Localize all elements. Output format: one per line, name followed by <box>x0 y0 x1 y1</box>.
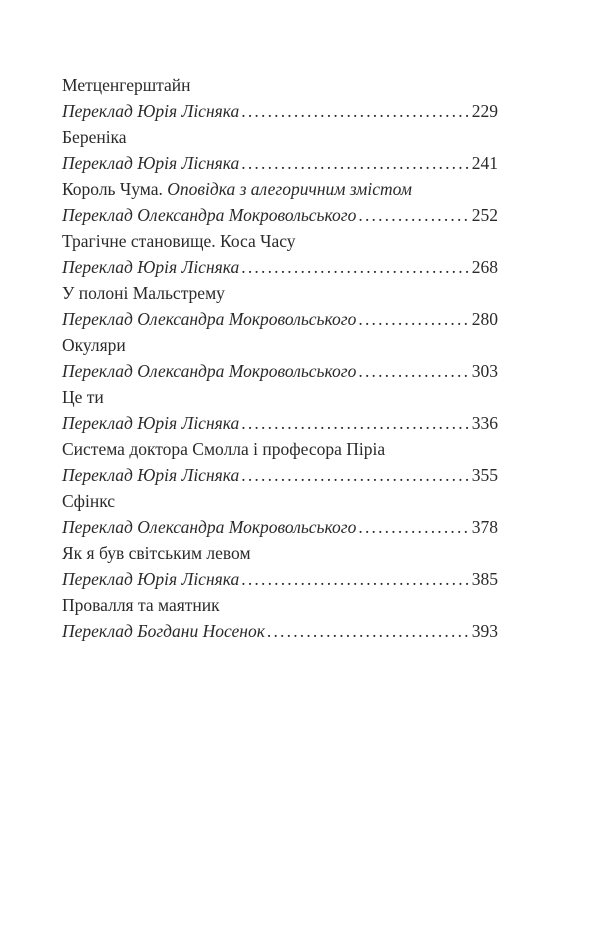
dot-leader <box>241 462 468 488</box>
story-title: Трагічне становище. Коса Часу <box>62 231 296 251</box>
translator: Переклад Юрія Лісняка <box>62 465 240 485</box>
toc-title-line <box>62 332 498 358</box>
dot-leader <box>241 254 468 280</box>
translator: Переклад Юрія Лісняка <box>62 101 240 121</box>
toc-title-line <box>62 592 498 618</box>
story-title: Як я був світським левом <box>62 543 251 563</box>
toc-translator-line <box>62 150 498 176</box>
toc-translator-line <box>62 358 498 384</box>
dot-leader <box>358 306 468 332</box>
dot-leader <box>241 98 468 124</box>
toc-title-line <box>62 488 498 514</box>
dot-leader <box>358 514 468 540</box>
page-number: 241 <box>471 153 498 173</box>
dot-leader <box>358 202 468 228</box>
translator: Переклад Олександра Мокровольського <box>62 205 357 225</box>
page-number: 229 <box>471 101 498 121</box>
toc-entry[interactable] <box>62 436 498 488</box>
toc-entry[interactable] <box>62 124 498 176</box>
page-number: 268 <box>471 257 498 277</box>
dot-leader <box>358 358 468 384</box>
toc-translator-line <box>62 98 498 124</box>
page-number: 385 <box>471 569 498 589</box>
translator: Переклад Юрія Лісняка <box>62 153 240 173</box>
toc-title-line <box>62 228 498 254</box>
story-subtitle: Оповідка з алегоричним змістом <box>167 179 412 199</box>
page-number: 280 <box>471 309 498 329</box>
toc-entry[interactable] <box>62 332 498 384</box>
toc-translator-line <box>62 566 498 592</box>
toc-entry[interactable] <box>62 384 498 436</box>
toc-entry[interactable] <box>62 228 498 280</box>
dot-leader <box>241 410 468 436</box>
page-number: 393 <box>471 621 498 641</box>
page-number: 336 <box>471 413 498 433</box>
toc-title-line <box>62 124 498 150</box>
story-title: У полоні Мальстрему <box>62 283 225 303</box>
toc-translator-line <box>62 410 498 436</box>
translator: Переклад Богдани Носенок <box>62 621 265 641</box>
translator: Переклад Юрія Лісняка <box>62 569 240 589</box>
story-title: Окуляри <box>62 335 126 355</box>
toc-translator-line <box>62 462 498 488</box>
toc-translator-line <box>62 618 498 644</box>
toc-entry[interactable] <box>62 176 498 228</box>
story-title: Сфінкс <box>62 491 116 511</box>
story-title: Провалля та маятник <box>62 595 220 615</box>
toc-entry[interactable] <box>62 592 498 644</box>
page-number: 252 <box>471 205 498 225</box>
toc-translator-line <box>62 202 498 228</box>
toc-title-line <box>62 72 498 98</box>
translator: Переклад Олександра Мокровольського <box>62 517 357 537</box>
dot-leader <box>241 566 468 592</box>
toc-title-line <box>62 540 498 566</box>
toc-title-line <box>62 384 498 410</box>
translator: Переклад Юрія Лісняка <box>62 257 240 277</box>
toc-entry[interactable] <box>62 488 498 540</box>
toc-translator-line <box>62 306 498 332</box>
dot-leader <box>267 618 469 644</box>
story-title: Король Чума. <box>62 179 163 199</box>
toc-entry[interactable] <box>62 540 498 592</box>
dot-leader <box>241 150 468 176</box>
page-number: 303 <box>471 361 498 381</box>
story-title: Це ти <box>62 387 104 407</box>
translator: Переклад Юрія Лісняка <box>62 413 240 433</box>
page-number: 355 <box>471 465 498 485</box>
toc-title-line <box>62 176 498 202</box>
toc-title-line <box>62 436 498 462</box>
toc-entry[interactable] <box>62 280 498 332</box>
toc-entry[interactable] <box>62 72 498 124</box>
page-number: 378 <box>471 517 498 537</box>
toc-translator-line <box>62 514 498 540</box>
table-of-contents <box>62 72 498 644</box>
toc-title-line <box>62 280 498 306</box>
story-title: Метценгерштайн <box>62 75 191 95</box>
story-title: Система доктора Смолла і професора Піріа <box>62 439 386 459</box>
translator: Переклад Олександра Мокровольського <box>62 309 357 329</box>
toc-translator-line <box>62 254 498 280</box>
story-title: Береніка <box>62 127 127 147</box>
translator: Переклад Олександра Мокровольського <box>62 361 357 381</box>
